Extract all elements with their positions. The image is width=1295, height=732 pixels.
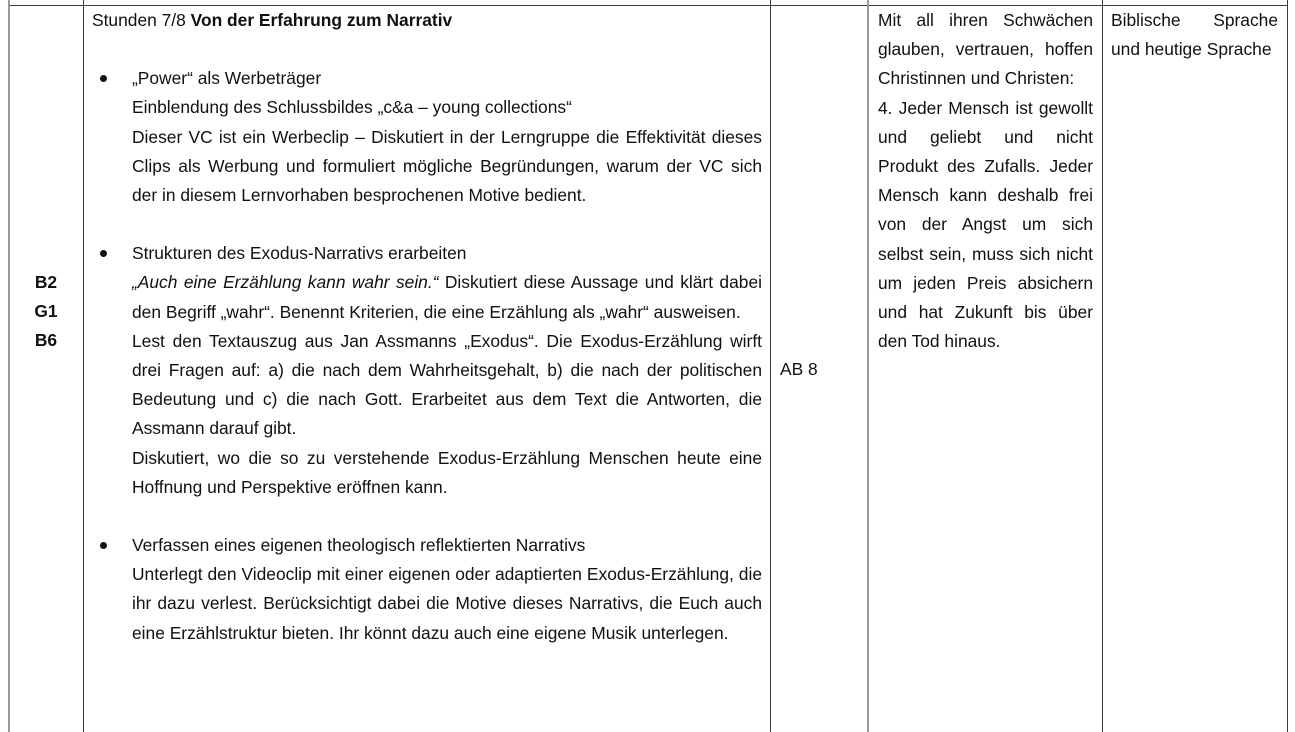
column-divider [1102, 0, 1103, 732]
topic-text: Biblische Sprache und heutige Sprache [1111, 10, 1278, 60]
belief-cell [878, 6, 1093, 732]
item-text: Dieser VC ist ein Werbeclip – Diskutiert in der Lerngruppe die Effektivität dieses Clips als Werbung und formuliert mögliche Begründungen, warum der VC sich der in diesem Lernvorhaben besprochenen Motive bedient. [132, 126, 762, 206]
lesson-cell [92, 6, 762, 732]
column-divider [867, 0, 869, 732]
column-divider [83, 0, 84, 732]
lesson-item [92, 239, 762, 502]
item-text: Unterlegt den Videoclip mit einer eigenen oder adaptierten Exodus-Erzählung, die ihr dazu verlest. Berücksichtigt dabei die Motive dieses Narrativs, die Euch auch eine Erzählstruktur bieten. Ihr könnt dazu auch eine eigene Musik unterlegen. [132, 564, 762, 643]
competency-code: G1 [34, 301, 58, 322]
item-text: Lest den Textauszug aus Jan Assmanns „Exodus“. Die Exodus-Erzählung wirft drei Fragen auf: a) die nach dem Wahrheitsgehalt, b) die nach der politischen Bedeutung und c) die nach Gott. Erarbeitet aus dem Text die Antworten, die Assmann darauf gibt. [132, 330, 762, 439]
table-left-border [8, 0, 10, 732]
belief-intro: Mit all ihren Schwächen glauben, vertrauen, hoffen Christinnen und Christen: [878, 10, 1093, 89]
item-text: Einblendung des Schlussbildes „c&a – young collections“ [132, 97, 572, 118]
competency-code: B6 [34, 330, 58, 351]
item-heading: Verfassen eines eigenen theologisch reflektierten Narrativs [132, 535, 586, 556]
bullet-icon [100, 542, 107, 549]
belief-text: 4. Jeder Mensch ist gewollt und geliebt und nicht Produkt des Zufalls. Jeder Mensch kann deshalb frei von der Angst um sich selbst sein, muss sich nicht um jeden Preis absichern und hat Zukunft bis über den Tod hinaus. [878, 97, 1093, 352]
lesson-item [92, 64, 762, 210]
table-right-border [1287, 0, 1288, 732]
competency-code: B2 [34, 272, 58, 292]
item-heading: „Power“ als Werbeträger [132, 68, 322, 89]
competency-codes [9, 268, 83, 356]
bullet-icon [100, 75, 107, 82]
lesson-heading [92, 6, 762, 35]
bullet-icon [100, 250, 107, 257]
topic-cell [1111, 6, 1278, 732]
item-quote-rest: Diskutiert diese Aussage und klärt dabei den Begriff „wahr“. Benennt Kriterien, die eine Erzählung als „wahr“ ausweisen. [132, 272, 762, 322]
lesson-title: Von der Erfahrung zum Narrativ [190, 10, 453, 30]
lesson-item [92, 531, 762, 648]
item-heading: Strukturen des Exodus-Narrativs erarbeiten [132, 243, 467, 264]
item-text [132, 268, 762, 326]
material-label: AB 8 [780, 359, 818, 379]
column-divider [770, 0, 771, 732]
item-text: Diskutiert, wo die so zu verstehende Exodus-Erzählung Menschen heute eine Hoffnung und Perspektive eröffnen kann. [132, 447, 762, 497]
lesson-hours: Stunden 7/8 [92, 10, 186, 30]
item-quote: „Auch eine Erzählung kann wahr sein.“ [132, 272, 439, 293]
material-cell [780, 355, 818, 384]
